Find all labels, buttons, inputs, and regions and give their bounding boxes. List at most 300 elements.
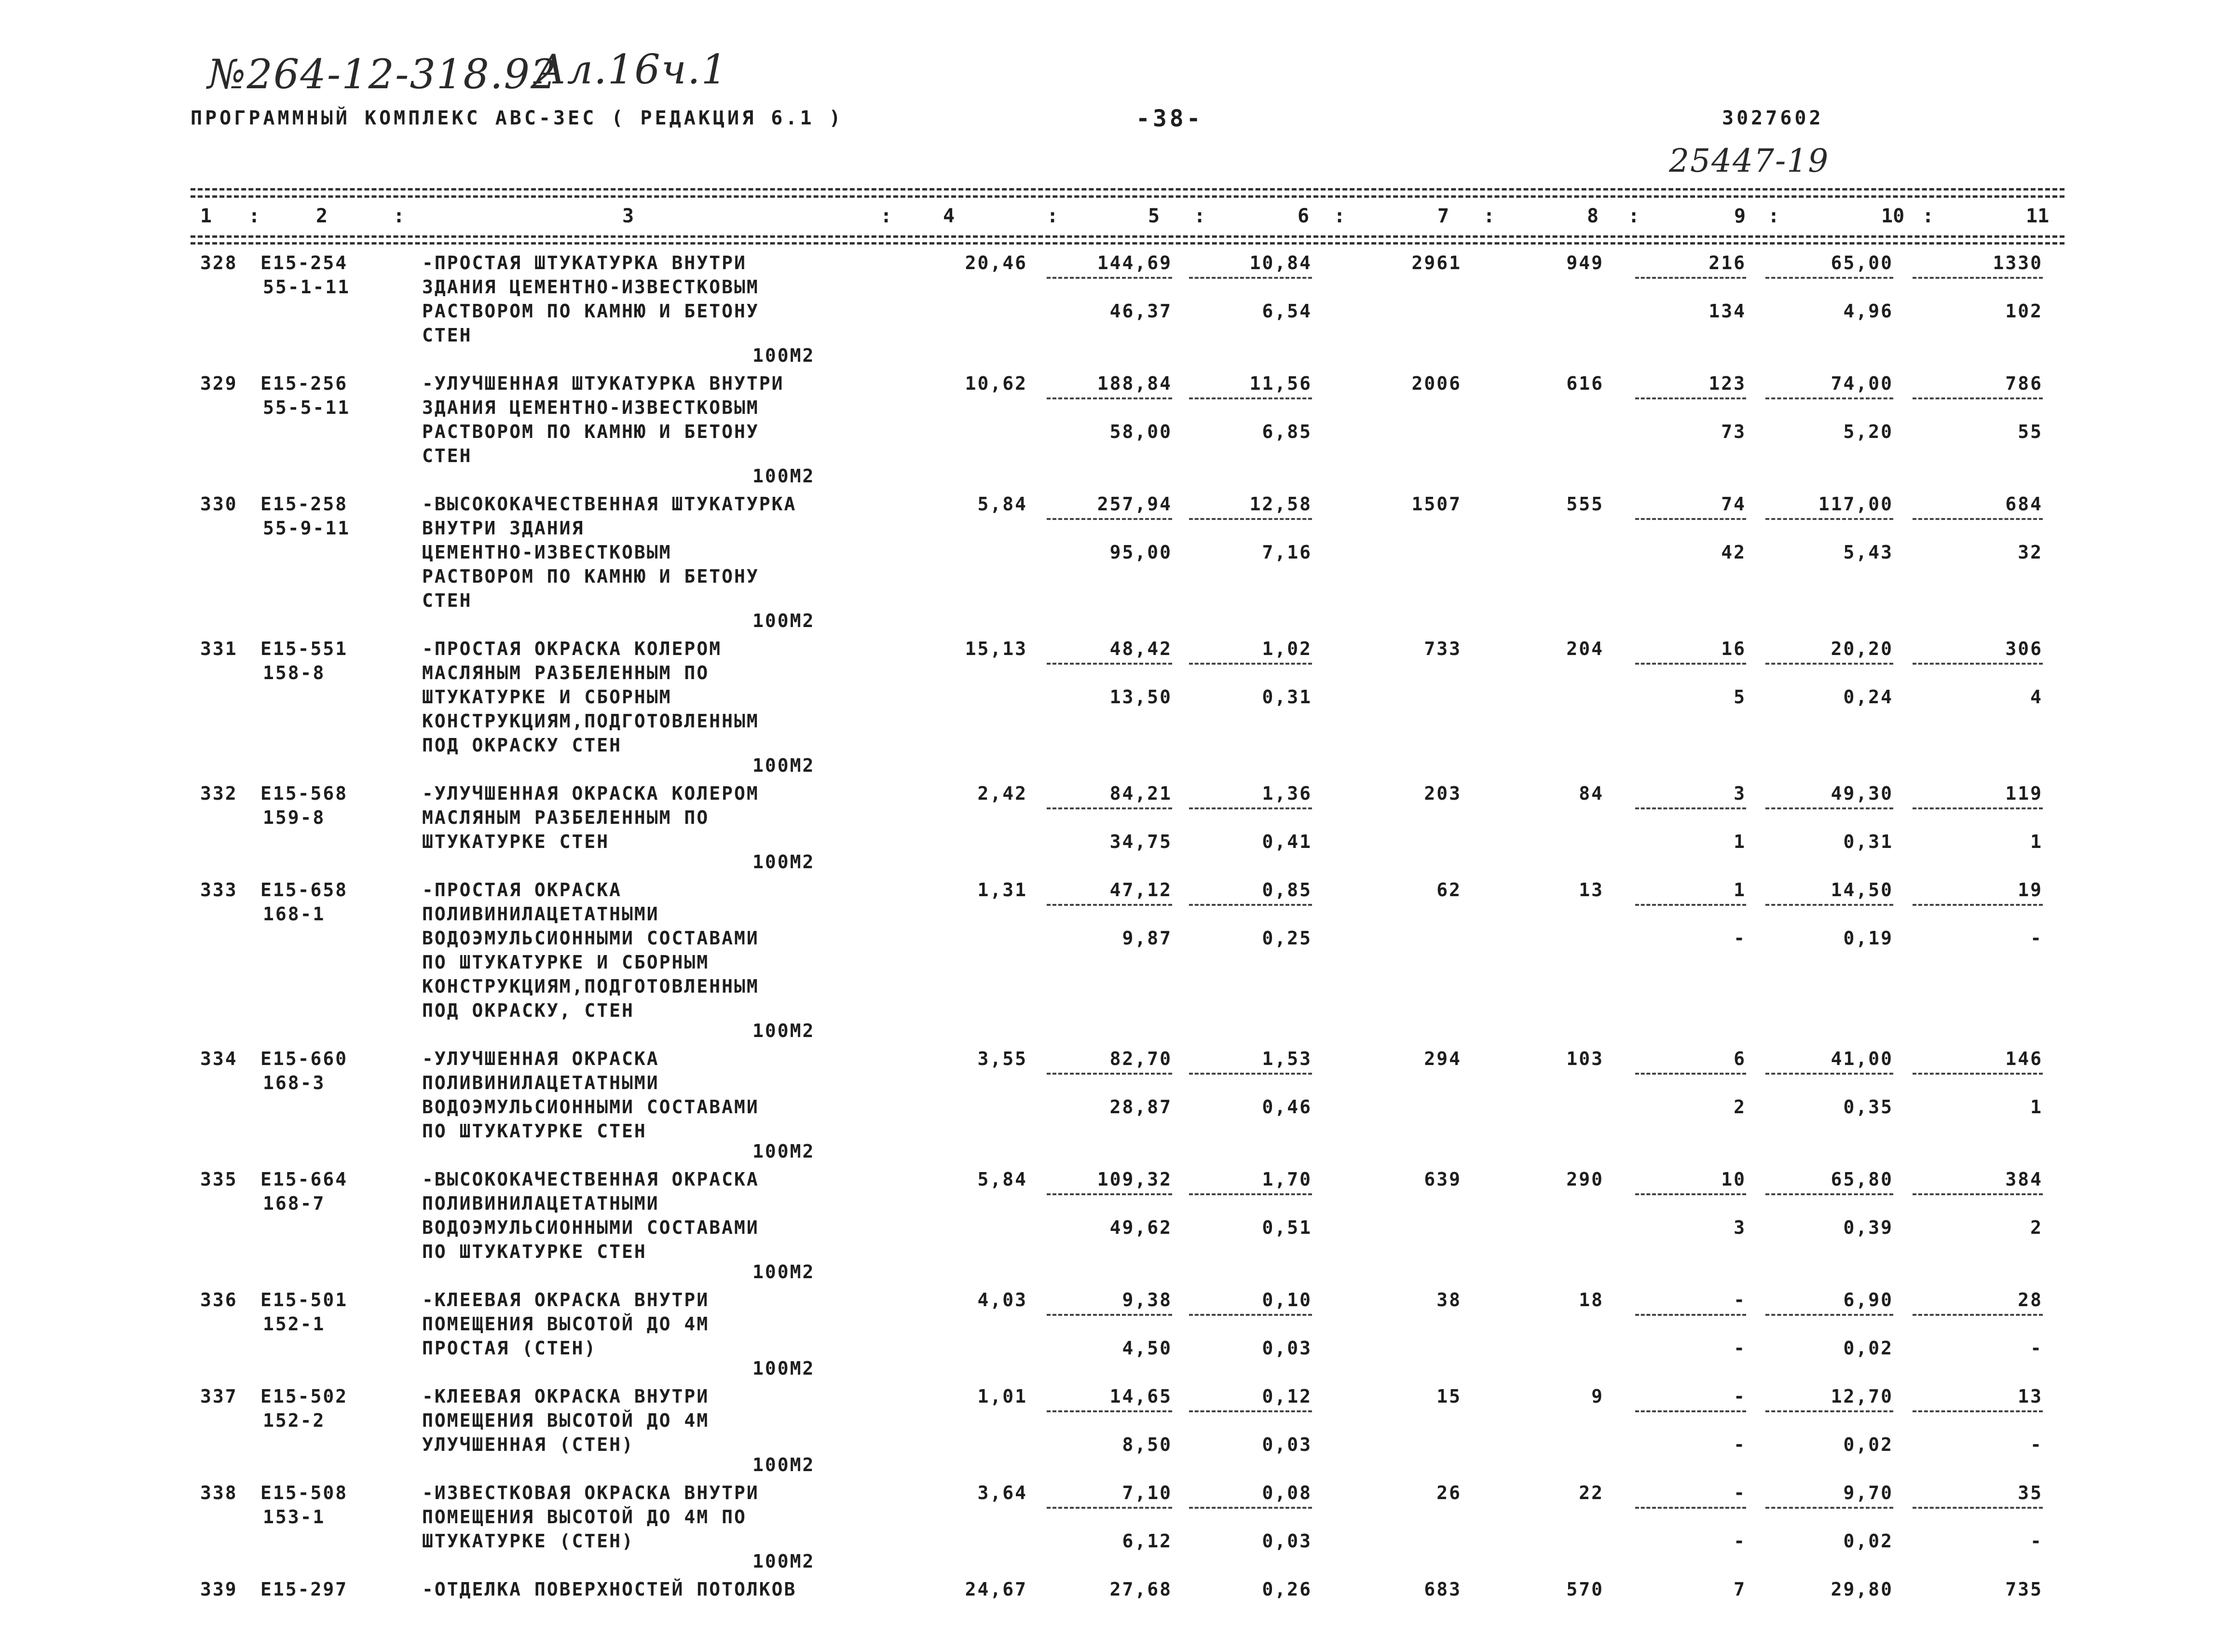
column-separator: : <box>1768 205 1780 227</box>
cell-c7: 2006 <box>1411 373 1462 394</box>
cell-c10b: 0,24 <box>1843 686 1893 708</box>
cell-divider-dash <box>1047 1193 1172 1195</box>
cell-c10: 20,20 <box>1831 638 1893 659</box>
cell-c7: 203 <box>1424 783 1462 804</box>
table-top-rule <box>191 188 2064 191</box>
work-description-line: ПОЛИВИНИЛАЦЕТАТНЫМИ <box>422 903 659 925</box>
cell-c11b: 4 <box>2030 686 2043 708</box>
cell-c11b: 1 <box>2030 1096 2043 1118</box>
cell-c8: 13 <box>1579 879 1604 901</box>
cell-divider-dash <box>1765 1314 1893 1316</box>
cell-c11b: - <box>2030 928 2043 949</box>
cell-c10: 41,00 <box>1831 1048 1893 1069</box>
work-description-line: ПОМЕЩЕНИЯ ВЫСОТОЙ ДО 4М <box>422 1313 710 1335</box>
cell-c9b: 1 <box>1734 831 1746 852</box>
work-description-line: -ВЫСОКОКАЧЕСТВЕННАЯ ОКРАСКА <box>422 1169 759 1190</box>
measure-unit: 100М2 <box>752 465 815 487</box>
cell-c9b: 73 <box>1721 421 1746 442</box>
cell-c6: 1,36 <box>1262 783 1312 804</box>
cell-c6: 12,58 <box>1249 493 1312 515</box>
cell-divider-dash <box>1047 663 1172 665</box>
column-header-5: 5 <box>1148 205 1160 227</box>
cell-divider-dash <box>1913 277 2043 279</box>
cell-c5: 47,12 <box>1109 879 1172 901</box>
cell-divider-dash <box>1765 1073 1893 1075</box>
measure-unit: 100М2 <box>752 851 815 873</box>
column-header-4: 4 <box>943 205 955 227</box>
work-description-line: ШТУКАТУРКЕ И СБОРНЫМ <box>422 686 672 708</box>
norm-code: Е15-501 <box>260 1289 348 1311</box>
norm-code: Е15-502 <box>260 1386 348 1407</box>
cell-c5b: 6,12 <box>1122 1530 1172 1552</box>
work-description-line: -УЛУЧШЕННАЯ ШТУКАТУРКА ВНУТРИ <box>422 373 784 394</box>
cell-c9b: 3 <box>1734 1217 1746 1238</box>
cell-divider-dash <box>1189 277 1312 279</box>
cell-c6b: 0,03 <box>1262 1338 1312 1359</box>
cell-c11b: - <box>2030 1434 2043 1455</box>
cell-c10b: 0,02 <box>1843 1434 1893 1455</box>
cell-c7: 639 <box>1424 1169 1462 1190</box>
column-header-9: 9 <box>1734 205 1746 227</box>
cell-c7: 683 <box>1424 1579 1462 1600</box>
work-description-line: ПОЛИВИНИЛАЦЕТАТНЫМИ <box>422 1193 659 1214</box>
cell-c11b: - <box>2030 1338 2043 1359</box>
norm-subcode: 55-9-11 <box>263 518 351 539</box>
cell-divider-dash <box>1765 277 1893 279</box>
cell-c8: 290 <box>1566 1169 1604 1190</box>
document-code: 3027602 <box>1722 107 1824 129</box>
cell-divider-dash <box>1189 518 1312 520</box>
cell-divider-dash <box>1189 1410 1312 1412</box>
cell-divider-dash <box>1913 807 2043 809</box>
cell-c7: 2961 <box>1411 252 1462 273</box>
header-bottom-rule-2 <box>191 242 2064 245</box>
cell-divider-dash <box>1189 904 1312 906</box>
work-description-line: ЗДАНИЯ ЦЕМЕНТНО-ИЗВЕСТКОВЫМ <box>422 276 759 298</box>
cell-c10b: 0,39 <box>1843 1217 1893 1238</box>
cell-c9: 3 <box>1734 783 1746 804</box>
cell-c10: 65,80 <box>1831 1169 1893 1190</box>
cell-c7: 294 <box>1424 1048 1462 1069</box>
cell-c6: 10,84 <box>1249 252 1312 273</box>
cell-c9: 74 <box>1721 493 1746 515</box>
cell-divider-dash <box>1765 1410 1893 1412</box>
cell-divider-dash <box>1189 1193 1312 1195</box>
cell-c11: 19 <box>2018 879 2043 901</box>
cell-c5: 257,94 <box>1097 493 1172 515</box>
work-description-line: МАСЛЯНЫМ РАЗБЕЛЕННЫМ ПО <box>422 807 710 828</box>
cell-divider-dash <box>1189 1507 1312 1509</box>
cell-c5: 9,38 <box>1122 1289 1172 1311</box>
cell-divider-dash <box>1047 1410 1172 1412</box>
cell-c6: 0,10 <box>1262 1289 1312 1311</box>
cell-c10b: 5,43 <box>1843 542 1893 563</box>
cell-c8: 570 <box>1566 1579 1604 1600</box>
handwritten-reference: №264-12-318.92 <box>207 51 558 98</box>
cell-c10: 49,30 <box>1831 783 1893 804</box>
cell-c5b: 49,62 <box>1109 1217 1172 1238</box>
work-description-line: СТЕН <box>422 590 472 611</box>
cell-divider-dash <box>1047 904 1172 906</box>
cell-c6: 1,02 <box>1262 638 1312 659</box>
cell-c6: 1,53 <box>1262 1048 1312 1069</box>
program-title: ПРОГРАММНЫЙ КОМПЛЕКС АВС-3ЕС ( РЕДАКЦИЯ 6.1 ) <box>191 107 844 129</box>
cell-c10b: 0,02 <box>1843 1338 1893 1359</box>
cell-divider-dash <box>1189 1073 1312 1075</box>
cell-c9b: - <box>1734 1530 1746 1552</box>
cell-c10: 9,70 <box>1843 1482 1893 1503</box>
cell-c6: 0,08 <box>1262 1482 1312 1503</box>
norm-code: Е15-258 <box>260 493 348 515</box>
norm-code: Е15-254 <box>260 252 348 273</box>
measure-unit: 100М2 <box>752 345 815 366</box>
work-description-line: -ИЗВЕСТКОВАЯ ОКРАСКА ВНУТРИ <box>422 1482 759 1503</box>
cell-c6: 0,26 <box>1262 1579 1312 1600</box>
cell-c5b: 34,75 <box>1109 831 1172 852</box>
cell-c11: 735 <box>2005 1579 2043 1600</box>
measure-unit: 100М2 <box>752 755 815 776</box>
cell-divider-dash <box>1913 518 2043 520</box>
norm-subcode: 168-1 <box>263 903 326 925</box>
cell-c5b: 9,87 <box>1122 928 1172 949</box>
norm-subcode: 55-1-11 <box>263 276 351 298</box>
cell-divider-dash <box>1189 1314 1312 1316</box>
cell-c10: 14,50 <box>1831 879 1893 901</box>
cell-c11: 35 <box>2018 1482 2043 1503</box>
cell-c6b: 0,25 <box>1262 928 1312 949</box>
work-description-line: ЦЕМЕНТНО-ИЗВЕСТКОВЫМ <box>422 542 672 563</box>
cell-divider-dash <box>1635 1314 1746 1316</box>
cell-c6b: 0,31 <box>1262 686 1312 708</box>
work-description-line: -УЛУЧШЕННАЯ ОКРАСКА <box>422 1048 659 1069</box>
row-number: 337 <box>200 1386 238 1407</box>
cell-c6: 0,85 <box>1262 879 1312 901</box>
cell-divider-dash <box>1913 1314 2043 1316</box>
work-description-line: ВОДОЭМУЛЬСИОННЫМИ СОСТАВАМИ <box>422 928 759 949</box>
cell-divider-dash <box>1635 397 1746 399</box>
cell-divider-dash <box>1635 518 1746 520</box>
work-description-line: МАСЛЯНЫМ РАЗБЕЛЕННЫМ ПО <box>422 662 710 683</box>
cell-c4: 1,01 <box>977 1386 1027 1407</box>
cell-c5b: 46,37 <box>1109 300 1172 322</box>
cell-c8: 204 <box>1566 638 1604 659</box>
cell-divider-dash <box>1913 663 2043 665</box>
cell-c4: 5,84 <box>977 1169 1027 1190</box>
work-description-line: -УЛУЧШЕННАЯ ОКРАСКА КОЛЕРОМ <box>422 783 759 804</box>
cell-c4: 24,67 <box>965 1579 1027 1600</box>
column-separator: : <box>248 205 260 227</box>
cell-c10: 29,80 <box>1831 1579 1893 1600</box>
work-description-line: ВОДОЭМУЛЬСИОННЫМИ СОСТАВАМИ <box>422 1096 759 1118</box>
cell-divider-dash <box>1189 663 1312 665</box>
cell-c6b: 0,03 <box>1262 1530 1312 1552</box>
cell-c8: 18 <box>1579 1289 1604 1311</box>
cell-divider-dash <box>1047 1507 1172 1509</box>
row-number: 339 <box>200 1579 238 1600</box>
work-description-line: РАСТВОРОМ ПО КАМНЮ И БЕТОНУ <box>422 300 759 322</box>
measure-unit: 100М2 <box>752 1141 815 1162</box>
norm-code: Е15-256 <box>260 373 348 394</box>
column-header-3: 3 <box>622 205 634 227</box>
work-description-line: ПРОСТАЯ (СТЕН) <box>422 1338 597 1359</box>
cell-c9: 123 <box>1709 373 1746 394</box>
cell-c11b: 32 <box>2018 542 2043 563</box>
cell-divider-dash <box>1765 1193 1893 1195</box>
cell-c11b: - <box>2030 1530 2043 1552</box>
cell-c4: 15,13 <box>965 638 1027 659</box>
work-description-line: ПО ШТУКАТУРКЕ СТЕН <box>422 1241 647 1262</box>
cell-divider-dash <box>1047 518 1172 520</box>
cell-c5: 14,65 <box>1109 1386 1172 1407</box>
row-number: 332 <box>200 783 238 804</box>
cell-divider-dash <box>1765 397 1893 399</box>
cell-c7: 1507 <box>1411 493 1462 515</box>
cell-divider-dash <box>1913 397 2043 399</box>
cell-c10b: 0,35 <box>1843 1096 1893 1118</box>
cell-divider-dash <box>1635 1193 1746 1195</box>
cell-c9: - <box>1734 1482 1746 1503</box>
norm-code: Е15-664 <box>260 1169 348 1190</box>
column-separator: : <box>1194 205 1206 227</box>
cell-c5: 27,68 <box>1109 1579 1172 1600</box>
column-separator: : <box>1628 205 1640 227</box>
cell-c10: 65,00 <box>1831 252 1893 273</box>
cell-c5: 82,70 <box>1109 1048 1172 1069</box>
column-header-1: 1 <box>200 205 212 227</box>
cell-c9: 10 <box>1721 1169 1746 1190</box>
cell-c9b: - <box>1734 1338 1746 1359</box>
work-description-line: СТЕН <box>422 445 472 466</box>
norm-subcode: 152-1 <box>263 1313 326 1335</box>
cell-divider-dash <box>1047 1073 1172 1075</box>
table-top-rule-2 <box>191 195 2064 198</box>
cell-divider-dash <box>1913 1507 2043 1509</box>
cell-divider-dash <box>1913 1193 2043 1195</box>
row-number: 330 <box>200 493 238 515</box>
cell-c5: 48,42 <box>1109 638 1172 659</box>
handwritten-album: Ал.16ч.1 <box>535 46 728 93</box>
work-description-line: КОНСТРУКЦИЯМ,ПОДГОТОВЛЕННЫМ <box>422 976 759 997</box>
row-number: 336 <box>200 1289 238 1311</box>
cell-c9: - <box>1734 1289 1746 1311</box>
cell-divider-dash <box>1765 904 1893 906</box>
cell-divider-dash <box>1765 518 1893 520</box>
handwritten-code: 25447-19 <box>1669 142 1830 179</box>
cell-c9: - <box>1734 1386 1746 1407</box>
cell-c6: 1,70 <box>1262 1169 1312 1190</box>
cell-c9b: 42 <box>1721 542 1746 563</box>
measure-unit: 100М2 <box>752 1551 815 1572</box>
cell-c10: 12,70 <box>1831 1386 1893 1407</box>
norm-subcode: 168-3 <box>263 1072 326 1093</box>
cell-c8: 616 <box>1566 373 1604 394</box>
work-description-line: ПОМЕЩЕНИЯ ВЫСОТОЙ ДО 4М ПО <box>422 1506 747 1528</box>
cell-divider-dash <box>1047 277 1172 279</box>
cell-c9: 216 <box>1709 252 1746 273</box>
cell-c11b: 1 <box>2030 831 2043 852</box>
cell-c8: 22 <box>1579 1482 1604 1503</box>
cell-divider-dash <box>1635 904 1746 906</box>
page-number: -38- <box>1136 105 1203 132</box>
norm-subcode: 55-5-11 <box>263 397 351 418</box>
cell-c5b: 8,50 <box>1122 1434 1172 1455</box>
cell-c11: 13 <box>2018 1386 2043 1407</box>
column-separator: : <box>1922 205 1934 227</box>
cell-divider-dash <box>1635 277 1746 279</box>
column-header-2: 2 <box>316 205 328 227</box>
work-description-line: ПОМЕЩЕНИЯ ВЫСОТОЙ ДО 4М <box>422 1410 710 1431</box>
cell-c10b: 0,31 <box>1843 831 1893 852</box>
row-number: 338 <box>200 1482 238 1503</box>
row-number: 335 <box>200 1169 238 1190</box>
cell-divider-dash <box>1635 807 1746 809</box>
cell-c10b: 0,19 <box>1843 928 1893 949</box>
cell-c5: 188,84 <box>1097 373 1172 394</box>
cell-c4: 5,84 <box>977 493 1027 515</box>
cell-c8: 9 <box>1591 1386 1604 1407</box>
column-separator: : <box>393 205 405 227</box>
cell-c9b: - <box>1734 928 1746 949</box>
work-description-line: ВОДОЭМУЛЬСИОННЫМИ СОСТАВАМИ <box>422 1217 759 1238</box>
cell-divider-dash <box>1047 1314 1172 1316</box>
measure-unit: 100М2 <box>752 1454 815 1475</box>
work-description-line: -ВЫСОКОКАЧЕСТВЕННАЯ ШТУКАТУРКА <box>422 493 797 515</box>
cell-c11: 786 <box>2005 373 2043 394</box>
cell-c9b: 2 <box>1734 1096 1746 1118</box>
cell-divider-dash <box>1765 663 1893 665</box>
cell-c6b: 6,85 <box>1262 421 1312 442</box>
cell-c11: 28 <box>2018 1289 2043 1311</box>
column-header-10: 10 <box>1881 205 1905 227</box>
norm-code: Е15-508 <box>260 1482 348 1503</box>
work-description-line: -ОТДЕЛКА ПОВЕРХНОСТЕЙ ПОТОЛКОВ <box>422 1579 797 1600</box>
cell-c11b: 2 <box>2030 1217 2043 1238</box>
cell-c11: 146 <box>2005 1048 2043 1069</box>
cell-c4: 3,55 <box>977 1048 1027 1069</box>
work-description-line: КОНСТРУКЦИЯМ,ПОДГОТОВЛЕННЫМ <box>422 710 759 732</box>
work-description-line: РАСТВОРОМ ПО КАМНЮ И БЕТОНУ <box>422 566 759 587</box>
cell-divider-dash <box>1635 663 1746 665</box>
cell-c11: 384 <box>2005 1169 2043 1190</box>
cell-divider-dash <box>1913 1073 2043 1075</box>
cell-divider-dash <box>1189 397 1312 399</box>
cell-c9: 1 <box>1734 879 1746 901</box>
cell-c4: 4,03 <box>977 1289 1027 1311</box>
cell-c9: 6 <box>1734 1048 1746 1069</box>
cell-c7: 62 <box>1436 879 1462 901</box>
cell-divider-dash <box>1635 1410 1746 1412</box>
measure-unit: 100М2 <box>752 1020 815 1041</box>
cell-c5b: 95,00 <box>1109 542 1172 563</box>
work-description-line: -КЛЕЕВАЯ ОКРАСКА ВНУТРИ <box>422 1386 710 1407</box>
cell-c11: 684 <box>2005 493 2043 515</box>
cell-c5b: 58,00 <box>1109 421 1172 442</box>
cell-c6b: 0,03 <box>1262 1434 1312 1455</box>
row-number: 329 <box>200 373 238 394</box>
cell-c9b: 5 <box>1734 686 1746 708</box>
cell-divider-dash <box>1047 807 1172 809</box>
row-number: 331 <box>200 638 238 659</box>
cell-c10: 117,00 <box>1818 493 1893 515</box>
cell-c9b: 134 <box>1709 300 1746 322</box>
cell-c6b: 6,54 <box>1262 300 1312 322</box>
norm-subcode: 159-8 <box>263 807 326 828</box>
cell-c5b: 28,87 <box>1109 1096 1172 1118</box>
cell-c7: 26 <box>1436 1482 1462 1503</box>
column-header-11: 11 <box>2026 205 2050 227</box>
norm-code: Е15-568 <box>260 783 348 804</box>
cell-c6: 0,12 <box>1262 1386 1312 1407</box>
work-description-line: -ПРОСТАЯ ОКРАСКА КОЛЕРОМ <box>422 638 722 659</box>
cell-c7: 733 <box>1424 638 1462 659</box>
work-description-line: ЗДАНИЯ ЦЕМЕНТНО-ИЗВЕСТКОВЫМ <box>422 397 759 418</box>
cell-c7: 15 <box>1436 1386 1462 1407</box>
norm-code: Е15-660 <box>260 1048 348 1069</box>
norm-code: Е15-551 <box>260 638 348 659</box>
cell-divider-dash <box>1765 1507 1893 1509</box>
cell-c6b: 0,46 <box>1262 1096 1312 1118</box>
cell-c5: 109,32 <box>1097 1169 1172 1190</box>
cell-c8: 555 <box>1566 493 1604 515</box>
cell-c8: 84 <box>1579 783 1604 804</box>
cell-c11: 1330 <box>1993 252 2043 273</box>
norm-subcode: 158-8 <box>263 662 326 683</box>
cell-c9: 16 <box>1721 638 1746 659</box>
work-description-line: ШТУКАТУРКЕ (СТЕН) <box>422 1530 634 1552</box>
cell-c4: 2,42 <box>977 783 1027 804</box>
column-separator: : <box>1483 205 1495 227</box>
column-separator: : <box>1334 205 1346 227</box>
work-description-line: -ПРОСТАЯ ОКРАСКА <box>422 879 622 901</box>
work-description-line: -КЛЕЕВАЯ ОКРАСКА ВНУТРИ <box>422 1289 710 1311</box>
cell-c6b: 0,51 <box>1262 1217 1312 1238</box>
cell-c11b: 55 <box>2018 421 2043 442</box>
work-description-line: ШТУКАТУРКЕ СТЕН <box>422 831 610 852</box>
cell-c4: 20,46 <box>965 252 1027 273</box>
work-description-line: УЛУЧШЕННАЯ (СТЕН) <box>422 1434 634 1455</box>
header-bottom-rule <box>191 235 2064 238</box>
work-description-line: РАСТВОРОМ ПО КАМНЮ И БЕТОНУ <box>422 421 759 442</box>
work-description-line: ПО ШТУКАТУРКЕ И СБОРНЫМ <box>422 952 710 973</box>
measure-unit: 100М2 <box>752 1261 815 1283</box>
norm-code: Е15-297 <box>260 1579 348 1600</box>
cell-c10b: 0,02 <box>1843 1530 1893 1552</box>
column-header-6: 6 <box>1298 205 1310 227</box>
row-number: 328 <box>200 252 238 273</box>
row-number: 334 <box>200 1048 238 1069</box>
work-description-line: ПОЛИВИНИЛАЦЕТАТНЫМИ <box>422 1072 659 1093</box>
work-description-line: ПОД ОКРАСКУ СТЕН <box>422 735 622 756</box>
measure-unit: 100М2 <box>752 610 815 631</box>
cell-c8: 103 <box>1566 1048 1604 1069</box>
cell-c7: 38 <box>1436 1289 1462 1311</box>
work-description-line: -ПРОСТАЯ ШТУКАТУРКА ВНУТРИ <box>422 252 747 273</box>
cell-divider-dash <box>1913 1410 2043 1412</box>
cell-c10b: 5,20 <box>1843 421 1893 442</box>
cell-c4: 3,64 <box>977 1482 1027 1503</box>
column-header-row <box>191 205 2064 232</box>
cell-c5b: 13,50 <box>1109 686 1172 708</box>
column-separator: : <box>1047 205 1059 227</box>
cell-divider-dash <box>1189 807 1312 809</box>
cell-divider-dash <box>1047 397 1172 399</box>
work-description-line: ПОД ОКРАСКУ, СТЕН <box>422 1000 634 1021</box>
cell-divider-dash <box>1765 807 1893 809</box>
work-description-line: ВНУТРИ ЗДАНИЯ <box>422 518 585 539</box>
cell-c11: 306 <box>2005 638 2043 659</box>
cell-c11: 119 <box>2005 783 2043 804</box>
measure-unit: 100М2 <box>752 1358 815 1379</box>
